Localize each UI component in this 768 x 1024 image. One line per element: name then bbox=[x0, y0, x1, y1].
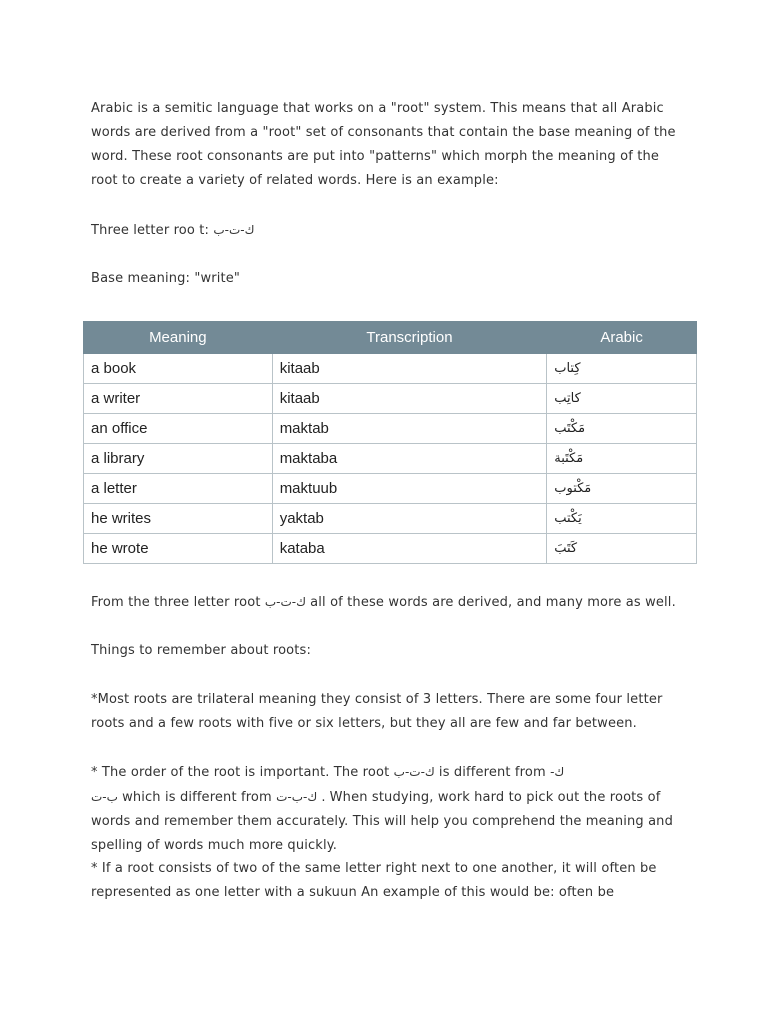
note-root-order bbox=[91, 760, 691, 858]
note-doubled-letters bbox=[91, 857, 691, 905]
note2-line-3: words and remember them accurately. This will help you comprehend the meaning and bbox=[91, 814, 673, 829]
note1-line-2: roots and a few roots with five or six letters, but they all are few and far between. bbox=[91, 716, 637, 731]
note2-l2-arabic-1: ب-ت bbox=[91, 790, 118, 804]
cell-arabic: مَكْتَب bbox=[547, 414, 697, 444]
cell-arabic: مَكْتَبة bbox=[547, 444, 697, 474]
remember-heading: Things to remember about roots: bbox=[91, 643, 311, 658]
cell-transcription: kitaab bbox=[272, 384, 547, 414]
vocabulary-table bbox=[83, 321, 697, 564]
table-header-row bbox=[84, 322, 697, 354]
table-row bbox=[84, 414, 697, 444]
table-row bbox=[84, 384, 697, 414]
intro-paragraph bbox=[91, 97, 691, 193]
intro-line-1: Arabic is a semitic language that works on a "root" system. This means that all Arabic bbox=[91, 101, 664, 116]
note2-line-4: spelling of words much more quickly. bbox=[91, 838, 337, 853]
header-arabic: Arabic bbox=[547, 322, 697, 354]
root-label: Three letter roo t: bbox=[91, 223, 214, 238]
intro-line-2: words are derived from a "root" set of consonants that contain the base meaning of the bbox=[91, 125, 676, 140]
intro-line-4: root to create a variety of related words. Here is an example: bbox=[91, 173, 499, 188]
note3-line-1: * If a root consists of two of the same letter right next to one another, it will often be bbox=[91, 861, 657, 876]
header-meaning: Meaning bbox=[84, 322, 273, 354]
note2-l2-arabic-2: ك-ب-ت bbox=[276, 790, 318, 804]
derived-arabic: ك-ت-ب bbox=[264, 595, 307, 609]
cell-meaning: an office bbox=[84, 414, 273, 444]
cell-transcription: maktuub bbox=[272, 474, 547, 504]
cell-meaning: a book bbox=[84, 354, 273, 384]
note2-l1-before: * The order of the root is important. The root bbox=[91, 765, 394, 780]
cell-meaning: he wrote bbox=[84, 534, 273, 564]
derived-after: all of these words are derived, and many more as well. bbox=[306, 595, 676, 610]
cell-arabic: كاتِب bbox=[547, 384, 697, 414]
cell-arabic: مَكْتوب bbox=[547, 474, 697, 504]
table-row bbox=[84, 474, 697, 504]
table-row bbox=[84, 504, 697, 534]
cell-transcription: yaktab bbox=[272, 504, 547, 534]
note3-line-2: represented as one letter with a sukuun An example of this would be: often be bbox=[91, 885, 615, 900]
note2-l2-after: . When studying, work hard to pick out the roots of bbox=[317, 790, 661, 805]
root-arabic: ك-ت-ب bbox=[213, 223, 255, 237]
cell-meaning: a writer bbox=[84, 384, 273, 414]
cell-transcription: kitaab bbox=[272, 354, 547, 384]
table-row bbox=[84, 534, 697, 564]
cell-meaning: a library bbox=[84, 444, 273, 474]
cell-arabic: كَتَبَ bbox=[547, 534, 697, 564]
note2-l2-mid: which is different from bbox=[117, 790, 277, 805]
root-line bbox=[91, 218, 691, 243]
note2-l1-arabic-1: ك-ت-ب bbox=[393, 765, 435, 779]
cell-meaning: a letter bbox=[84, 474, 273, 504]
cell-arabic: يَكْتب bbox=[547, 504, 697, 534]
derived-sentence bbox=[91, 590, 691, 615]
note2-l1-arabic-2: ك- bbox=[550, 765, 565, 779]
note1-line-1: *Most roots are trilateral meaning they consist of 3 letters. There are some four letter bbox=[91, 692, 663, 707]
note2-line-1 bbox=[91, 760, 691, 785]
cell-transcription: maktab bbox=[272, 414, 547, 444]
table-row bbox=[84, 444, 697, 474]
cell-arabic: كِتاب bbox=[547, 354, 697, 384]
header-transcription: Transcription bbox=[272, 322, 547, 354]
cell-transcription: kataba bbox=[272, 534, 547, 564]
note2-l1-mid: is different from bbox=[434, 765, 551, 780]
derived-before: From the three letter root bbox=[91, 595, 265, 610]
note-trilateral bbox=[91, 688, 691, 736]
base-meaning: Base meaning: "write" bbox=[91, 271, 241, 286]
cell-transcription: maktaba bbox=[272, 444, 547, 474]
table-row bbox=[84, 354, 697, 384]
intro-line-3: word. These root consonants are put into "patterns" which morph the meaning of the bbox=[91, 149, 660, 164]
note2-line-2 bbox=[91, 785, 691, 810]
cell-meaning: he writes bbox=[84, 504, 273, 534]
